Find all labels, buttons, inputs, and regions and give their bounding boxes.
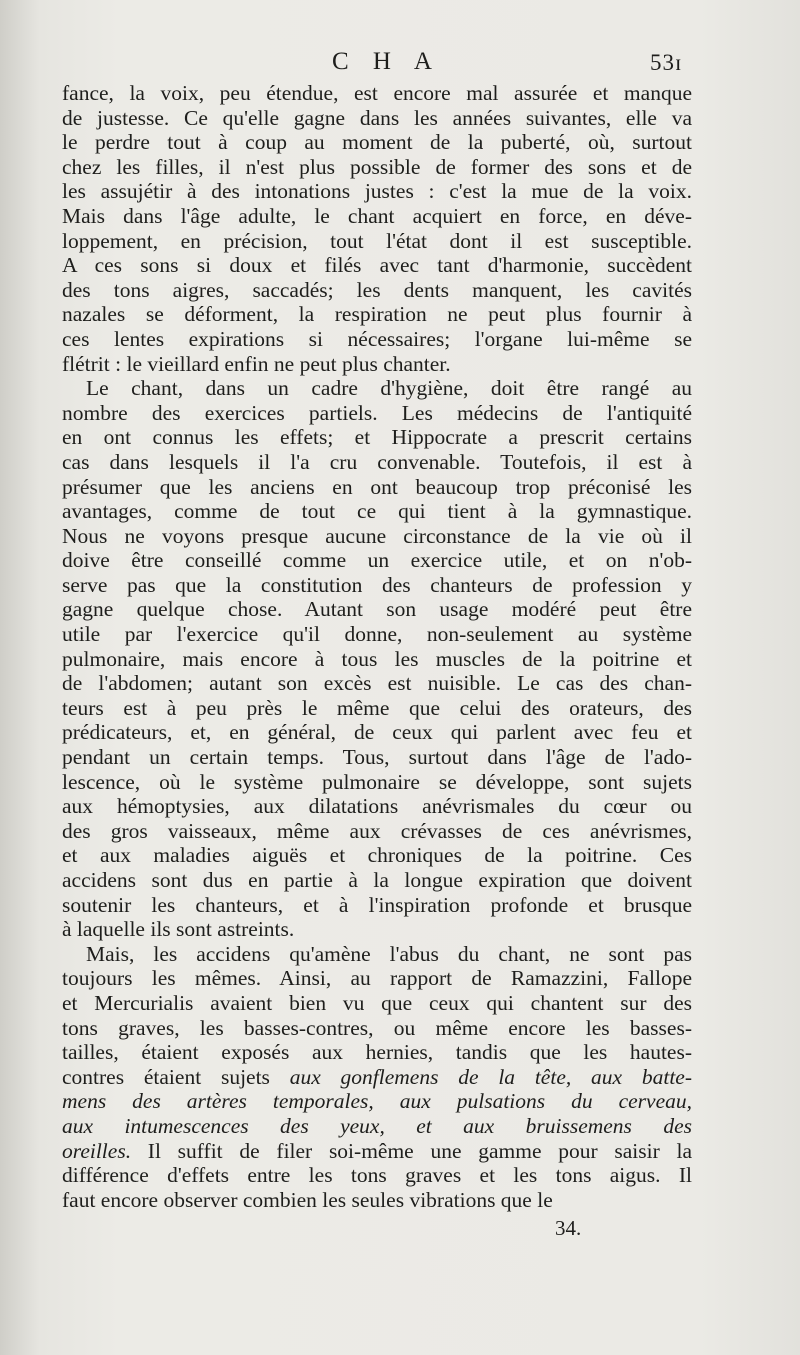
text-line	[62, 327, 692, 352]
text-run: Mais, les accidens qu'amène l'abus du chant, ne sont pas	[86, 941, 692, 966]
text-line	[62, 868, 692, 893]
text-run: en ont connus les effets; et Hippocrate a prescrit certains	[62, 425, 692, 450]
signature-mark: 34.	[555, 1216, 582, 1240]
italic-text: aux gonflemens de la tête, aux batte-	[289, 1064, 693, 1089]
text-line	[62, 819, 692, 844]
text-run: serve pas que la constitution des chanteurs de profession y	[62, 572, 692, 597]
text-line	[62, 745, 692, 770]
text-run: ces lentes expirations si nécessaires; l'organe lui-même se	[62, 326, 692, 351]
text-line	[62, 671, 692, 696]
text-line	[62, 524, 692, 549]
text-run: fance, la voix, peu étendue, est encore mal assurée et manque	[62, 81, 692, 105]
page-number: 53ɪ	[650, 50, 683, 75]
text-line	[62, 401, 692, 426]
text-run: soutenir les chanteurs, et à l'inspiration profonde et brusque	[62, 892, 692, 917]
text-run: doive être conseillé comme un exercice utile, et on n'ob-	[62, 548, 692, 573]
text-run: le perdre tout à coup au moment de la puberté, où, surtout	[62, 130, 692, 155]
text-run: faut encore observer combien les seules vibrations que le	[62, 1187, 553, 1212]
text-run: et aux maladies aiguës et chroniques de la poitrine. Ces	[62, 843, 692, 868]
text-run: aux hémoptysies, aux dilatations anévrismales du cœur ou	[62, 794, 692, 819]
text-run: présumer que les anciens en ont beaucoup trop préconisé les	[62, 474, 692, 499]
running-head: C H A	[332, 48, 441, 75]
text-run: Il suffit de filer soi-même une gamme pour saisir la	[131, 1138, 692, 1163]
text-line	[62, 991, 692, 1016]
text-line	[62, 1114, 692, 1139]
text-line	[62, 302, 692, 327]
text-run: prédicateurs, et, en général, de ceux qui parlent avec feu et	[62, 720, 692, 745]
text-line	[62, 966, 692, 991]
text-run: Nous ne voyons presque aucune circonstance de la vie où il	[62, 523, 692, 548]
text-line	[62, 1163, 692, 1188]
text-line	[62, 81, 692, 106]
body-text	[62, 81, 692, 1212]
paragraph	[62, 81, 692, 376]
text-line	[62, 450, 692, 475]
text-line	[62, 1188, 692, 1213]
text-line	[62, 794, 692, 819]
text-line	[62, 720, 692, 745]
page-header	[0, 48, 800, 82]
text-run: A ces sons si doux et filés avec tant d'harmonie, succèdent	[62, 253, 692, 278]
text-line	[62, 253, 692, 278]
text-run: et Mercurialis avaient bien vu que ceux qui chantent sur des	[62, 990, 692, 1015]
text-run: les assujétir à des intonations justes : c'est la mue de la voix.	[62, 179, 692, 204]
text-line	[62, 1065, 692, 1090]
text-line	[62, 893, 692, 918]
italic-text: mens des artères temporales, aux pulsations du cerveau,	[62, 1089, 692, 1114]
text-line	[62, 352, 692, 377]
text-line	[62, 770, 692, 795]
text-run: chez les filles, il n'est plus possible de former des sons et de	[62, 154, 692, 179]
text-line	[62, 573, 692, 598]
text-run: lescence, où le système pulmonaire se développe, sont sujets	[62, 769, 692, 794]
text-line	[62, 622, 692, 647]
text-run: Mais dans l'âge adulte, le chant acquiert en force, en déve-	[62, 203, 692, 228]
text-run: nombre des exercices partiels. Les médecins de l'antiquité	[62, 400, 692, 425]
text-line	[62, 917, 692, 942]
text-line	[62, 548, 692, 573]
text-run: utile par l'exercice qu'il donne, non-seulement au système	[62, 622, 692, 647]
text-line	[62, 376, 692, 401]
text-run: tons graves, les basses-contres, ou même encore les basses-	[62, 1015, 692, 1040]
text-run: Le chant, dans un cadre d'hygiène, doit être rangé au	[86, 376, 692, 401]
text-run: pendant un certain temps. Tous, surtout dans l'âge de l'ado-	[62, 745, 692, 770]
text-line	[62, 106, 692, 131]
paragraph	[62, 942, 692, 1213]
text-run: à laquelle ils sont astreints.	[62, 917, 295, 942]
text-line	[62, 1040, 692, 1065]
text-line	[62, 499, 692, 524]
text-line	[62, 179, 692, 204]
text-run: cas dans lesquels il l'a cru convenable. Toutefois, il est à	[62, 449, 692, 474]
text-run: pulmonaire, mais encore à tous les muscles de la poitrine et	[62, 646, 692, 671]
paragraph	[62, 376, 692, 942]
text-line	[62, 229, 692, 254]
text-run: accidens sont dus en partie à la longue expiration que doivent	[62, 868, 692, 892]
text-run: avantages, comme de tout ce qui tient à la gymnastique.	[62, 499, 692, 524]
italic-text: oreilles.	[62, 1138, 132, 1163]
text-run: tailles, étaient exposés aux hernies, tandis que les hautes-	[62, 1040, 692, 1065]
text-run: flétrit : le vieillard enfin ne peut plus chanter.	[62, 351, 451, 376]
text-run: gagne quelque chose. Autant son usage modéré peut être	[62, 597, 692, 622]
text-run: nazales se déforment, la respiration ne peut plus fournir à	[62, 302, 692, 327]
text-line	[62, 155, 692, 180]
text-run: des tons aigres, saccadés; les dents manquent, les cavités	[62, 277, 692, 302]
text-run: contres étaient sujets	[62, 1064, 290, 1089]
text-run: teurs est à peu près le même que celui des orateurs, des	[62, 695, 692, 720]
text-run: de l'abdomen; autant son excès est nuisible. Le cas des chan-	[62, 671, 692, 696]
text-line	[62, 647, 692, 672]
text-line	[62, 942, 692, 967]
text-line	[62, 278, 692, 303]
text-line	[62, 475, 692, 500]
italic-text: aux intumescences des yeux, et aux bruissemens des	[62, 1113, 692, 1138]
text-line	[62, 597, 692, 622]
text-line	[62, 696, 692, 721]
text-line	[62, 1139, 692, 1164]
text-line	[62, 1089, 692, 1114]
text-line	[62, 130, 692, 155]
text-line	[62, 1016, 692, 1041]
text-run: des gros vaisseaux, même aux crévasses de ces anévrismes,	[62, 818, 692, 843]
text-run: différence d'effets entre les tons graves et les tons aigus. Il	[62, 1163, 692, 1188]
text-line	[62, 204, 692, 229]
text-run: de justesse. Ce qu'elle gagne dans les années suivantes, elle va	[62, 105, 692, 130]
text-run: loppement, en précision, tout l'état dont il est susceptible.	[62, 228, 692, 253]
text-line	[62, 425, 692, 450]
text-run: toujours les mêmes. Ainsi, au rapport de Ramazzini, Fallope	[62, 966, 692, 991]
text-line	[62, 843, 692, 868]
